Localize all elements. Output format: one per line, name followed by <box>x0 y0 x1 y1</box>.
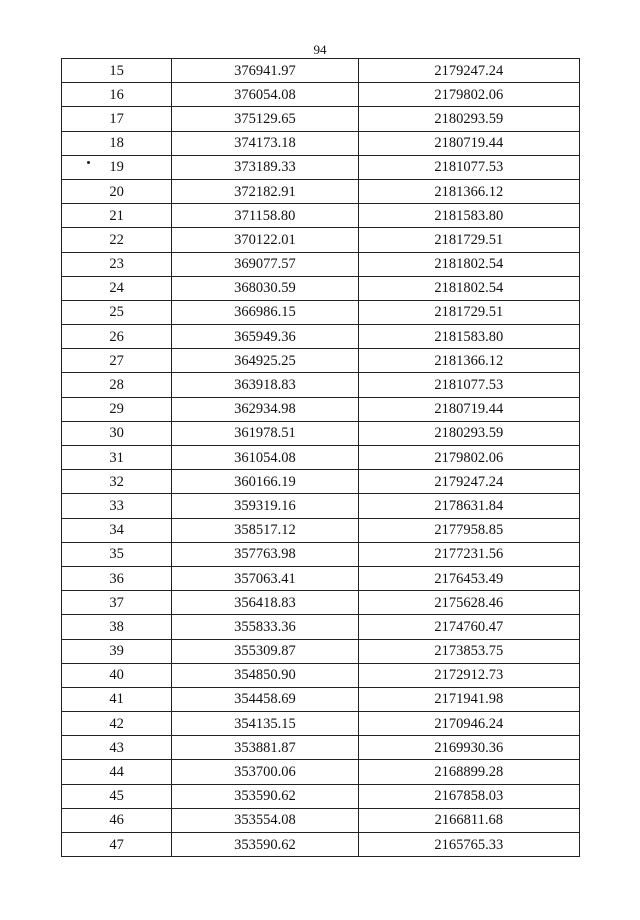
y-coordinate-cell: 2181729.51 <box>358 300 579 324</box>
x-coordinate-cell: 358517.12 <box>172 518 358 542</box>
y-coordinate-cell: 2179802.06 <box>358 83 579 107</box>
x-coordinate-cell: 373189.33 <box>172 155 358 179</box>
point-number-cell: 45 <box>62 784 172 808</box>
table-row <box>62 300 580 324</box>
x-coordinate-cell: 366986.15 <box>172 300 358 324</box>
table-row <box>62 131 580 155</box>
table-row <box>62 808 580 832</box>
x-coordinate-cell: 365949.36 <box>172 325 358 349</box>
point-number-cell: 30 <box>62 421 172 445</box>
x-coordinate-cell: 353590.62 <box>172 833 358 857</box>
table-row <box>62 155 580 179</box>
table-row <box>62 615 580 639</box>
y-coordinate-cell: 2174760.47 <box>358 615 579 639</box>
y-coordinate-cell: 2172912.73 <box>358 663 579 687</box>
x-coordinate-cell: 372182.91 <box>172 179 358 203</box>
table-row <box>62 446 580 470</box>
table-row <box>62 325 580 349</box>
x-coordinate-cell: 357763.98 <box>172 542 358 566</box>
y-coordinate-cell: 2169930.36 <box>358 736 579 760</box>
table-row <box>62 421 580 445</box>
y-coordinate-cell: 2181366.12 <box>358 349 579 373</box>
x-coordinate-cell: 363918.83 <box>172 373 358 397</box>
x-coordinate-cell: 370122.01 <box>172 228 358 252</box>
table-row <box>62 349 580 373</box>
y-coordinate-cell: 2179247.24 <box>358 59 579 83</box>
x-coordinate-cell: 353881.87 <box>172 736 358 760</box>
point-number-cell: 22 <box>62 228 172 252</box>
point-number-cell: 18 <box>62 131 172 155</box>
point-number-cell: 29 <box>62 397 172 421</box>
x-coordinate-cell: 376054.08 <box>172 83 358 107</box>
table-row <box>62 397 580 421</box>
y-coordinate-cell: 2171941.98 <box>358 687 579 711</box>
point-number-cell: 17 <box>62 107 172 131</box>
table-row <box>62 591 580 615</box>
y-coordinate-cell: 2180293.59 <box>358 421 579 445</box>
y-coordinate-cell: 2180293.59 <box>358 107 579 131</box>
y-coordinate-cell: 2166811.68 <box>358 808 579 832</box>
table-row <box>62 276 580 300</box>
x-coordinate-cell: 354135.15 <box>172 712 358 736</box>
y-coordinate-cell: 2165765.33 <box>358 833 579 857</box>
x-coordinate-cell: 361054.08 <box>172 446 358 470</box>
point-number-cell: 19 <box>62 155 172 179</box>
y-coordinate-cell: 2173853.75 <box>358 639 579 663</box>
table-row <box>62 179 580 203</box>
table-row <box>62 204 580 228</box>
y-coordinate-cell: 2177958.85 <box>358 518 579 542</box>
table-row <box>62 228 580 252</box>
y-coordinate-cell: 2177231.56 <box>358 542 579 566</box>
point-number-cell: 43 <box>62 736 172 760</box>
point-number-cell: 20 <box>62 179 172 203</box>
point-number-cell: 16 <box>62 83 172 107</box>
point-number-cell: 27 <box>62 349 172 373</box>
table-row <box>62 566 580 590</box>
point-number-cell: 40 <box>62 663 172 687</box>
x-coordinate-cell: 353590.62 <box>172 784 358 808</box>
table-row <box>62 833 580 857</box>
x-coordinate-cell: 375129.65 <box>172 107 358 131</box>
table-row <box>62 784 580 808</box>
point-number-cell: 15 <box>62 59 172 83</box>
x-coordinate-cell: 364925.25 <box>172 349 358 373</box>
x-coordinate-cell: 353700.06 <box>172 760 358 784</box>
table-row <box>62 736 580 760</box>
table-row <box>62 107 580 131</box>
point-number-cell: 44 <box>62 760 172 784</box>
y-coordinate-cell: 2181583.80 <box>358 204 579 228</box>
y-coordinate-cell: 2181583.80 <box>358 325 579 349</box>
point-number-cell: 42 <box>62 712 172 736</box>
x-coordinate-cell: 361978.51 <box>172 421 358 445</box>
point-number-cell: 35 <box>62 542 172 566</box>
point-number-cell: 37 <box>62 591 172 615</box>
y-coordinate-cell: 2175628.46 <box>358 591 579 615</box>
y-coordinate-cell: 2170946.24 <box>358 712 579 736</box>
y-coordinate-cell: 2181077.53 <box>358 373 579 397</box>
x-coordinate-cell: 376941.97 <box>172 59 358 83</box>
x-coordinate-cell: 353554.08 <box>172 808 358 832</box>
y-coordinate-cell: 2180719.44 <box>358 397 579 421</box>
point-number-cell: 21 <box>62 204 172 228</box>
point-number-cell: 26 <box>62 325 172 349</box>
point-number-cell: 33 <box>62 494 172 518</box>
x-coordinate-cell: 374173.18 <box>172 131 358 155</box>
table-row <box>62 373 580 397</box>
table-row <box>62 252 580 276</box>
point-number-cell: 28 <box>62 373 172 397</box>
table-row <box>62 687 580 711</box>
x-coordinate-cell: 368030.59 <box>172 276 358 300</box>
point-number-cell: 25 <box>62 300 172 324</box>
x-coordinate-cell: 356418.83 <box>172 591 358 615</box>
table-row <box>62 639 580 663</box>
point-number-cell: 31 <box>62 446 172 470</box>
point-number-cell: 23 <box>62 252 172 276</box>
table-row <box>62 59 580 83</box>
page-number: 94 <box>313 42 327 57</box>
point-number-cell: 32 <box>62 470 172 494</box>
y-coordinate-cell: 2176453.49 <box>358 566 579 590</box>
table-row <box>62 518 580 542</box>
coordinate-table <box>61 58 580 857</box>
point-number-cell: 47 <box>62 833 172 857</box>
x-coordinate-cell: 355833.36 <box>172 615 358 639</box>
x-coordinate-cell: 360166.19 <box>172 470 358 494</box>
y-coordinate-cell: 2178631.84 <box>358 494 579 518</box>
table-row <box>62 663 580 687</box>
y-coordinate-cell: 2179802.06 <box>358 446 579 470</box>
x-coordinate-cell: 355309.87 <box>172 639 358 663</box>
point-number-cell: 38 <box>62 615 172 639</box>
table-row <box>62 712 580 736</box>
y-coordinate-cell: 2168899.28 <box>358 760 579 784</box>
table-row <box>62 760 580 784</box>
x-coordinate-cell: 371158.80 <box>172 204 358 228</box>
x-coordinate-cell: 369077.57 <box>172 252 358 276</box>
point-number-cell: 46 <box>62 808 172 832</box>
x-coordinate-cell: 357063.41 <box>172 566 358 590</box>
point-number-cell: 41 <box>62 687 172 711</box>
table-row <box>62 83 580 107</box>
y-coordinate-cell: 2179247.24 <box>358 470 579 494</box>
table-row <box>62 494 580 518</box>
point-number-cell: 39 <box>62 639 172 663</box>
y-coordinate-cell: 2181729.51 <box>358 228 579 252</box>
coordinate-table-body <box>62 59 580 857</box>
x-coordinate-cell: 354458.69 <box>172 687 358 711</box>
table-row <box>62 542 580 566</box>
y-coordinate-cell: 2167858.03 <box>358 784 579 808</box>
y-coordinate-cell: 2181366.12 <box>358 179 579 203</box>
y-coordinate-cell: 2181077.53 <box>358 155 579 179</box>
y-coordinate-cell: 2180719.44 <box>358 131 579 155</box>
table-row <box>62 470 580 494</box>
point-number-cell: 34 <box>62 518 172 542</box>
point-number-cell: 36 <box>62 566 172 590</box>
x-coordinate-cell: 362934.98 <box>172 397 358 421</box>
x-coordinate-cell: 354850.90 <box>172 663 358 687</box>
y-coordinate-cell: 2181802.54 <box>358 276 579 300</box>
point-number-cell: 24 <box>62 276 172 300</box>
x-coordinate-cell: 359319.16 <box>172 494 358 518</box>
y-coordinate-cell: 2181802.54 <box>358 252 579 276</box>
